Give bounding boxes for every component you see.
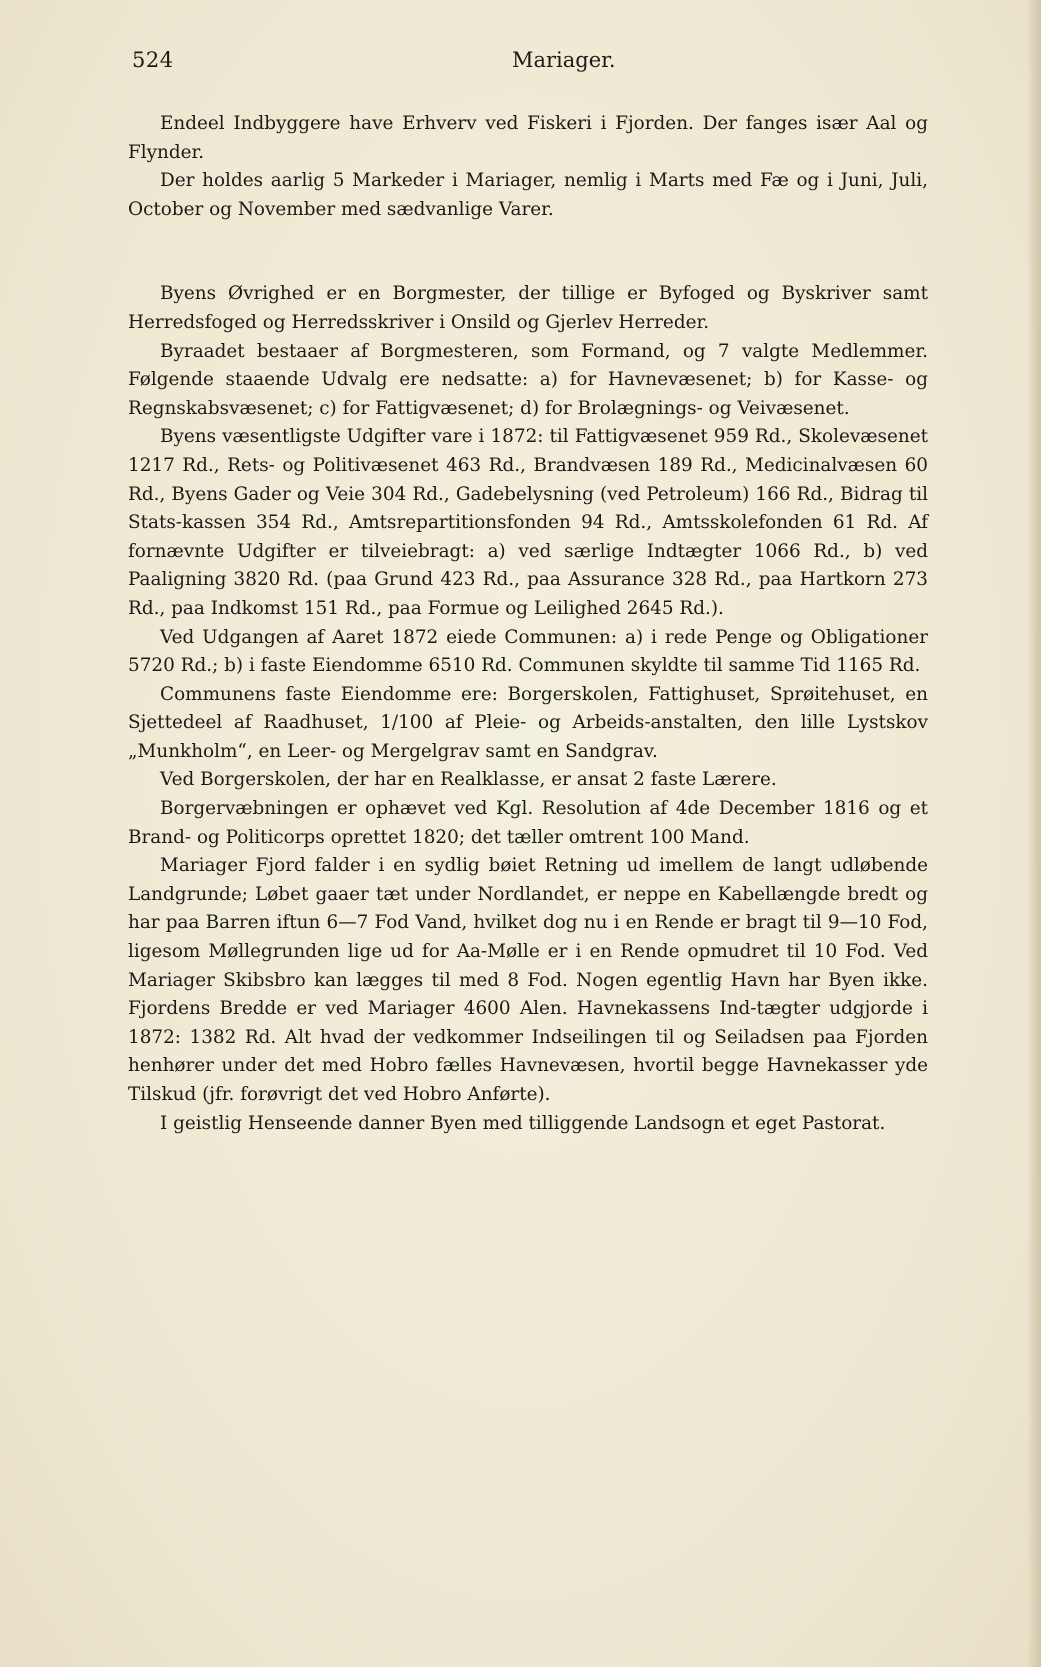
page-header <box>132 48 922 78</box>
paragraph-authority: Byens Øvrighed er en Borgmester, der tillige er Byfoged og Byskriver samt Herredsfoged og Herredsskriver i Onsild og Gjerlev Herreder. <box>128 283 928 333</box>
paragraph-markets: Der holdes aarlig 5 Markeder i Mariager, nemlig i Marts med Fæ og i Juni, Juli, October og November med sædvanlige Varer. <box>128 170 928 220</box>
page-edge-shadow <box>1027 0 1041 1667</box>
page-body <box>128 110 928 1138</box>
paragraph-fjord: Mariager Fjord falder i en sydlig bøiet Retning ud imellem de langt udløbende Landgrunde; Løbet gaaer tæt under Nordlandet, er neppe en Kabellængde bredt og har paa Barren iftun 6—7 Fod Vand, hvilket dog nu i en Rende er bragt til 9—10 Fod, ligesom Møllegrunden lige ud for Aa-Mølle er i en Rende opmudret til 10 Fod. Ved Mariager Skibsbro kan lægges til med 8 Fod. Nogen egentlig Havn har Byen ikke. Fjordens Bredde er ved Mariager 4600 Alen. Havnekassens Ind-tægter udgjorde i 1872: 1382 Rd. Alt hvad der vedkommer Indseilingen til og Seiladsen paa Fjorden henhører under det med Hobro fælles Havnevæsen, hvortil begge Havnekasser yde Tilskud (jfr. forøvrigt det ved Hobro Anførte). <box>128 855 928 1105</box>
page-number: 524 <box>132 48 174 72</box>
paragraph-civic-guard: Borgervæbningen er ophævet ved Kgl. Resolution af 4de December 1816 og et Brand- og Politicorps oprettet 1820; det tæller omtrent 100 Mand. <box>128 798 928 848</box>
section-gap <box>128 224 928 280</box>
running-title: Mariager. <box>512 48 616 72</box>
paragraph-expenses: Byens væsentligste Udgifter vare i 1872: til Fattigvæsenet 959 Rd., Skolevæsenet 1217 Rd., Rets- og Politivæsenet 463 Rd., Brandvæsen 189 Rd., Medicinalvæsen 60 Rd., Byens Gader og Veie 304 Rd., Gadebelysning (ved Petroleum) 166 Rd., Bidrag til Stats-kassen 354 Rd., Amtsrepartitionsfonden 94 Rd., Amtsskolefonden 61 Rd. Af fornævnte Udgifter er tilveiebragt: a) ved særlige Indtægter 1066 Rd., b) ved Paaligning 3820 Rd. (paa Grund 423 Rd., paa Assurance 328 Rd., paa Hartkorn 273 Rd., paa Indkomst 151 Rd., paa Formue og Leilighed 2645 Rd.). <box>128 426 928 619</box>
paragraph-school: Ved Borgerskolen, der har en Realklasse, er ansat 2 faste Lærere. <box>160 769 777 791</box>
paragraph-fishing: Endeel Indbyggere have Erhverv ved Fiskeri i Fjorden. Der fanges især Aal og Flynder. <box>128 113 928 163</box>
paragraph-real-estate: Communens faste Eiendomme ere: Borgerskolen, Fattighuset, Sprøitehuset, en Sjettedeel af Raadhuset, 1/100 af Pleie- og Arbeids-anstalten, den lille Lystskov „Munkholm“, en Leer- og Mergelgrav samt en Sandgrav. <box>128 683 928 762</box>
paragraph-parish: I geistlig Henseende danner Byen med tilliggende Landsogn et eget Pastorat. <box>160 1112 886 1134</box>
paragraph-town-council: Byraadet bestaaer af Borgmesteren, som Formand, og 7 valgte Medlemmer. Følgende staaende Udvalg ere nedsatte: a) for Havnevæsenet; b) for Kasse- og Regnskabsvæsenet; c) for Fattigvæsenet; d) for Brolægnings- og Veivæsenet. <box>128 340 928 419</box>
paragraph-municipal-assets: Ved Udgangen af Aaret 1872 eiede Communen: a) i rede Penge og Obligationer 5720 Rd.; b) i faste Eiendomme 6510 Rd. Communen skyldte til samme Tid 1165 Rd. <box>128 626 928 677</box>
